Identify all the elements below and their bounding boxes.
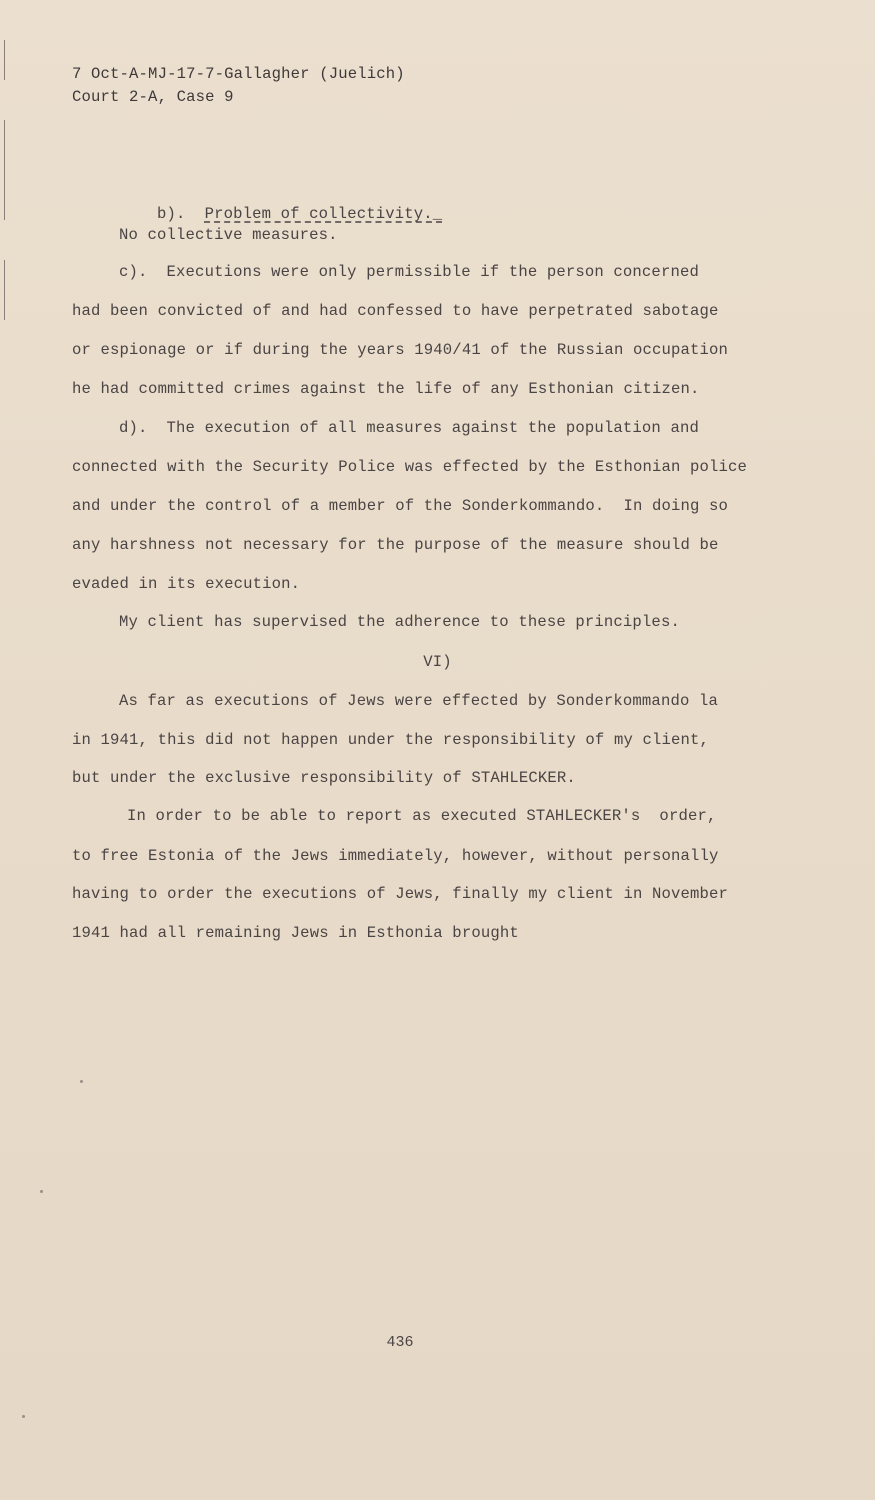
section-vi-p2-line-2: to free Estonia of the Jews immediately, however, without personally — [72, 847, 719, 865]
section-vi-p1-line-1: As far as executions of Jews were effected by Sonderkommando la — [119, 692, 718, 710]
page-number: 436 — [386, 1334, 414, 1351]
section-b-title: Problem of collectivity._ — [204, 205, 443, 223]
section-d-line-2: connected with the Security Police was effected by the Esthonian police — [72, 458, 748, 476]
section-c-line-4: he had committed crimes against the life of any Esthonian citizen. — [72, 380, 700, 398]
section-vi-p2-line-3: having to order the executions of Jews, finally my client in November — [72, 885, 729, 903]
section-vi-p2-line-4: 1941 had all remaining Jews in Esthonia brought — [72, 924, 519, 942]
section-b-prefix: b). — [157, 205, 186, 223]
header-line-2: Court 2-A, Case 9 — [72, 88, 234, 106]
header-line-1: 7 Oct-A-MJ-17-7-Gallagher (Juelich) — [72, 65, 405, 83]
section-vi-heading: VI) — [423, 653, 452, 671]
section-d-line-3: and under the control of a member of the Sonderkommando. In doing so — [72, 497, 729, 515]
paper-speck — [40, 1190, 43, 1193]
paper-speck — [80, 1080, 83, 1083]
client-statement: My client has supervised the adherence to these principles. — [119, 613, 680, 631]
section-vi-p2-line-1: In order to be able to report as executed STAHLECKER's order, — [127, 807, 717, 825]
left-edge-mark — [4, 260, 5, 320]
section-vi-p1-line-2: in 1941, this did not happen under the responsibility of my client, — [72, 731, 710, 749]
left-edge-mark — [4, 120, 5, 220]
section-c-line-2: had been convicted of and had confessed to have perpetrated sabotage — [72, 302, 719, 320]
section-d-line-1: d). The execution of all measures against the population and — [119, 419, 699, 437]
section-c-line-1: c). Executions were only permissible if the person concerned — [119, 263, 699, 281]
section-d-line-4: any harshness not necessary for the purpose of the measure should be — [72, 536, 719, 554]
left-edge-mark — [4, 40, 5, 80]
paper-speck — [22, 1415, 25, 1418]
section-c-line-3: or espionage or if during the years 1940/41 of the Russian occupation — [72, 341, 729, 359]
section-vi-p1-line-3: but under the exclusive responsibility of STAHLECKER. — [72, 769, 576, 787]
section-b-text: No collective measures. — [119, 226, 338, 244]
section-d-line-5: evaded in its execution. — [72, 575, 301, 593]
